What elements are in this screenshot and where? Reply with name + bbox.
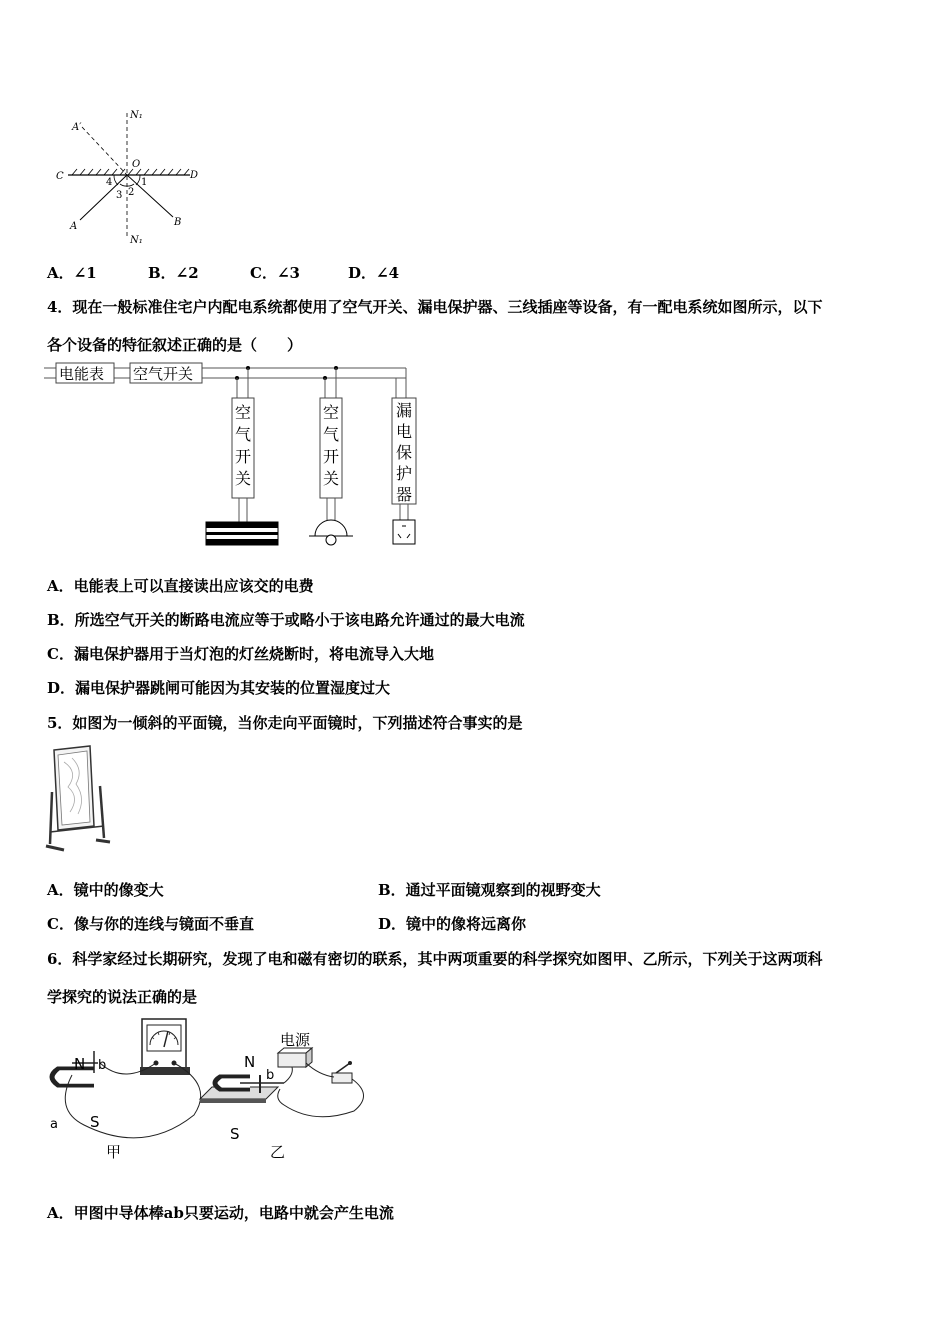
branch1-char-1: 空 [234,403,252,422]
branch3-char-1: 漏 [395,401,413,420]
branch2-char-2: 气 [322,425,340,444]
yi-caption: 乙 [270,1143,286,1161]
branch1-char-4: 关 [234,469,252,488]
yi-label-power: 电源 [280,1031,311,1049]
main-switch-label: 空气开关 [133,365,194,383]
jia-label-n: N [74,1055,86,1073]
q3-option-c[interactable]: C．∠3 [250,264,300,282]
branch1-char-3: 开 [234,447,252,466]
branch2-char-4: 关 [322,469,340,488]
label-d: D [190,170,199,181]
label-n1-top: N₁ [130,110,143,121]
q3-option-a[interactable]: A．∠1 [47,264,97,282]
branch2-char-3: 开 [322,447,340,466]
q4-stem-line2: 各个设备的特征叙述正确的是（ ） [47,336,303,354]
jia-label-b: b [98,1058,107,1073]
q6-stem-line2: 学探究的说法正确的是 [47,988,198,1006]
yi-label-s: S [230,1125,240,1143]
q5-option-c[interactable]: C．像与你的连线与镜面不垂直 [47,915,254,933]
q4-stem-line1: 4．现在一般标准住宅户内配电系统都使用了空气开关、漏电保护器、三线插座等设备，有一配电系统如图所示，以下 [47,298,823,316]
q3-option-d[interactable]: D．∠4 [348,264,400,282]
branch3-char-2: 电 [395,422,413,441]
label-angle-1: 1 [141,177,148,188]
label-a-prime: A′ [72,122,82,133]
label-a: A [70,221,78,232]
q6-stem-line1: 6．科学家经过长期研究，发现了电和磁有密切的联系，其中两项重要的科学探究如图甲、乙所示，下列关于这两项科 [47,950,823,968]
branch2-char-1: 空 [322,403,340,422]
reflection-figure [50,105,210,250]
yi-label-b: b [266,1068,275,1083]
q5-option-d[interactable]: D．镜中的像将远离你 [378,915,527,933]
branch1-char-2: 气 [234,425,252,444]
q6-option-a[interactable]: A．甲图中导体棒ab只要运动，电路中就会产生电流 [47,1204,394,1222]
branch3-char-3: 保 [395,443,413,462]
label-angle-2: 2 [128,187,135,198]
jia-caption: 甲 [106,1143,122,1161]
label-angle-4: 4 [106,177,113,188]
label-c: C [56,171,64,182]
q5-option-a[interactable]: A．镜中的像变大 [47,881,164,899]
tilted-mirror-figure [44,742,114,857]
label-b: B [174,217,182,228]
electromagnetism-figure [44,1015,379,1165]
q4-option-a[interactable]: A．电能表上可以直接读出应该交的电费 [47,577,314,595]
distribution-circuit-figure [44,362,424,550]
q5-option-b[interactable]: B．通过平面镜观察到的视野变大 [378,881,601,899]
q5-stem: 5．如图为一倾斜的平面镜，当你走向平面镜时，下列描述符合事实的是 [47,714,523,732]
q4-option-b[interactable]: B．所选空气开关的断路电流应等于或略小于该电路允许通过的最大电流 [47,611,525,629]
label-n1-bottom: N₁ [130,235,143,246]
q4-option-d[interactable]: D．漏电保护器跳闸可能因为其安装的位置湿度过大 [47,679,391,697]
jia-label-s: S [90,1113,100,1131]
label-o: O [132,159,141,170]
yi-label-n: N [244,1053,256,1071]
label-angle-3: 3 [116,190,123,201]
branch3-char-5: 器 [395,485,413,504]
q4-option-c[interactable]: C．漏电保护器用于当灯泡的灯丝烧断时，将电流导入大地 [47,645,434,663]
q3-option-b[interactable]: B．∠2 [148,264,199,282]
meter-label: 电能表 [59,365,105,383]
branch3-char-4: 护 [395,464,413,483]
jia-label-a: a [50,1117,58,1132]
